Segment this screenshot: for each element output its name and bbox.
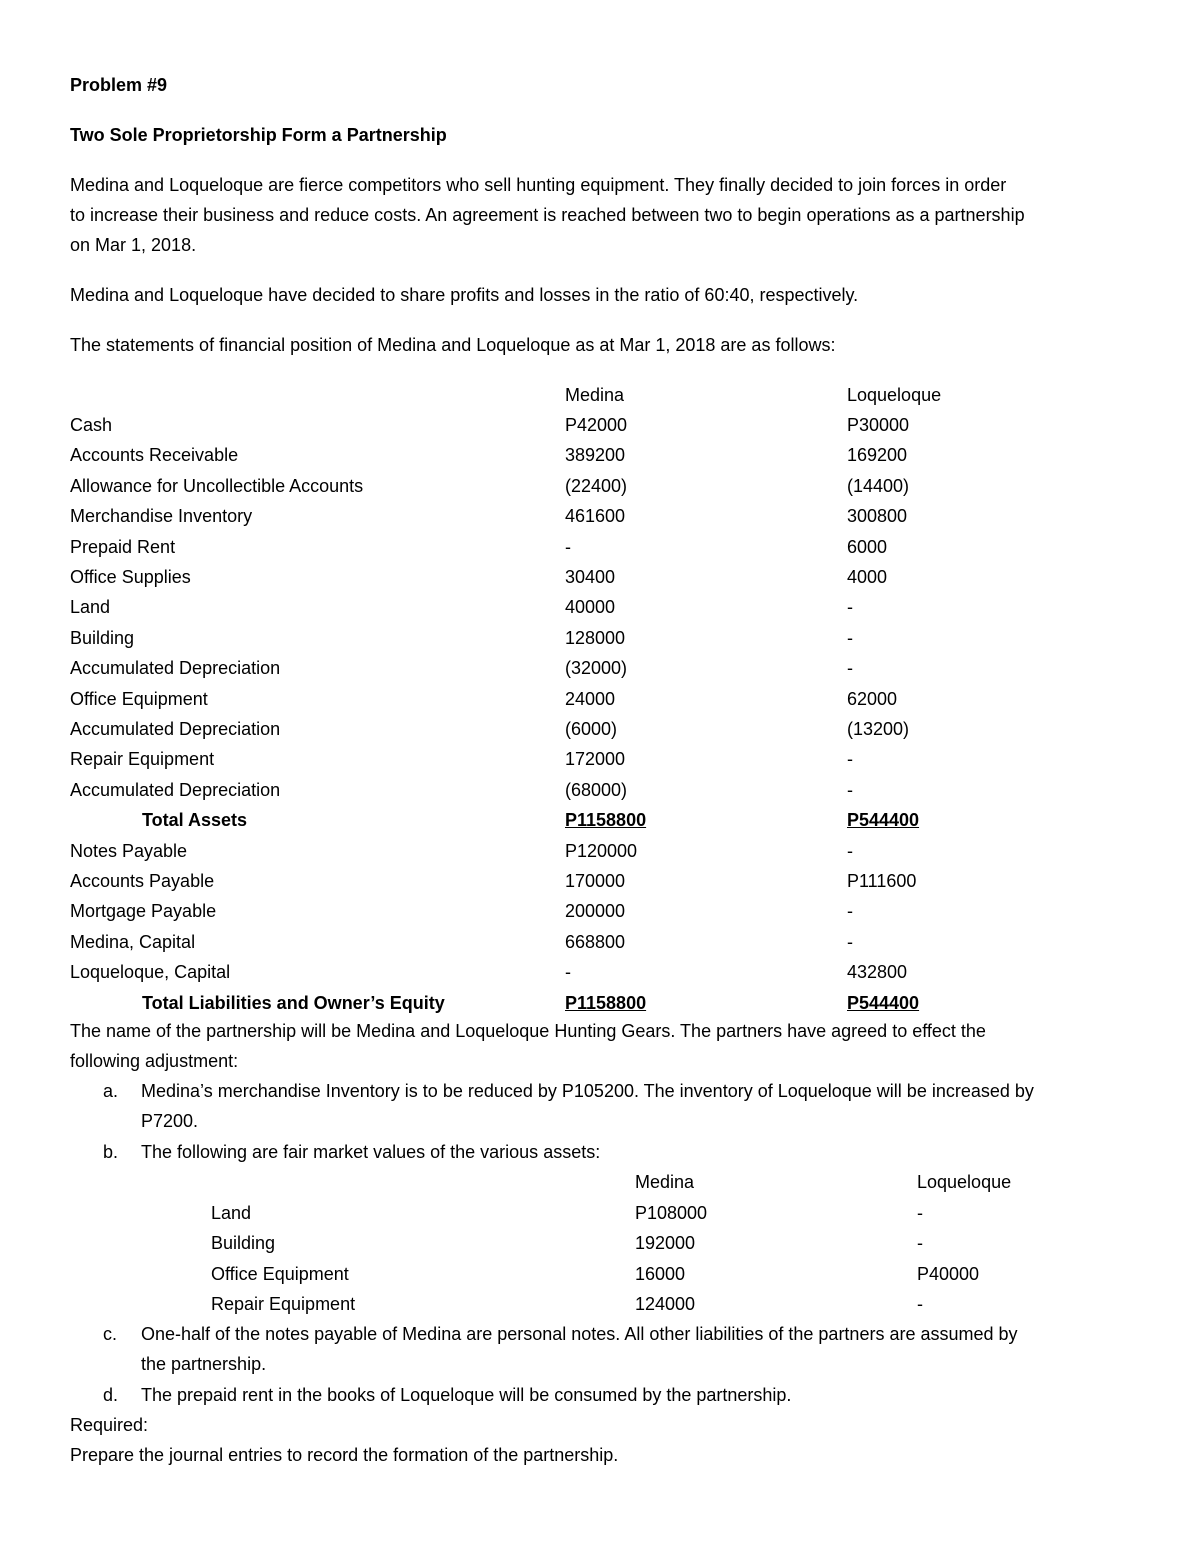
fmv-label: Repair Equipment (211, 1293, 356, 1314)
loqueloque-value: P544400 (847, 810, 920, 831)
statement-row (70, 748, 1130, 772)
row-label: Accumulated Depreciation (70, 658, 281, 679)
row-label: Prepaid Rent (70, 536, 176, 557)
row-label: Merchandise Inventory (70, 506, 253, 527)
medina-value: 172000 (565, 749, 626, 770)
loqueloque-value: 432800 (847, 962, 908, 983)
fmv-loqueloque-value: P40000 (917, 1263, 980, 1284)
loqueloque-value: P30000 (847, 415, 910, 435)
fmv-medina-value: 124000 (635, 1293, 696, 1314)
row-label: Building (70, 627, 135, 648)
problem-subheading: Two Sole Proprietorship Form a Partnership (70, 125, 447, 145)
row-label: Accumulated Depreciation (70, 779, 281, 800)
list-marker-b: b. (103, 1142, 119, 1162)
adjustment-b-line-1: The following are fair market values of the various assets: (141, 1142, 601, 1162)
medina-value: 461600 (565, 506, 626, 527)
required-text: Prepare the journal entries to record the formation of the partnership. (70, 1445, 619, 1465)
fmv-col-header-loqueloque: Loqueloque (917, 1172, 1012, 1192)
medina-value: (6000) (565, 719, 618, 739)
row-label: Total Liabilities and Owner’s Equity (142, 992, 445, 1013)
row-label: Land (70, 597, 111, 618)
problem-heading: Problem #9 (70, 75, 168, 95)
fmv-medina-value: 16000 (635, 1263, 686, 1284)
statement-row (70, 596, 1130, 620)
fmv-label: Building (211, 1233, 276, 1254)
medina-value: (68000) (565, 779, 628, 800)
loqueloque-value: - (847, 658, 853, 679)
statement-row (70, 657, 1130, 681)
statement-row (70, 718, 1130, 742)
medina-value: 40000 (565, 597, 616, 618)
fmv-label: Office Equipment (211, 1263, 349, 1284)
statement-header-row (70, 384, 1130, 408)
loqueloque-value: 6000 (847, 536, 888, 557)
row-label: Mortgage Payable (70, 901, 217, 922)
statement-row (70, 870, 1130, 894)
loqueloque-value: - (847, 931, 853, 952)
profit-sharing-text: Medina and Loqueloque have decided to share profits and losses in the ratio of 60:40, respectively. (70, 285, 859, 305)
medina-value: 128000 (565, 627, 626, 648)
loqueloque-value: - (847, 597, 853, 618)
loqueloque-value: - (847, 840, 853, 861)
medina-value: P42000 (565, 415, 628, 435)
medina-value: P120000 (565, 840, 638, 861)
loqueloque-value: 169200 (847, 445, 908, 466)
row-label: Accumulated Depreciation (70, 719, 281, 739)
statement-row (70, 779, 1130, 803)
required-label: Required: (70, 1415, 149, 1435)
medina-value: P1158800 (565, 810, 647, 831)
statement-row (70, 536, 1130, 560)
partnership-name-line-2: following adjustment: (70, 1051, 239, 1071)
statement-row (70, 688, 1130, 712)
row-label: Notes Payable (70, 840, 188, 861)
statement-total-row (70, 992, 1130, 1016)
fmv-row (70, 1232, 1130, 1256)
adjustment-a-line-2: P7200. (141, 1111, 199, 1131)
loqueloque-value: - (847, 627, 853, 648)
list-marker-d: d. (103, 1385, 119, 1405)
adjustment-c-line-1: One-half of the notes payable of Medina are personal notes. All other liabilities of the partners are assumed by (141, 1324, 1018, 1344)
row-label: Office Supplies (70, 567, 191, 587)
statement-row (70, 566, 1130, 590)
statement-row (70, 505, 1130, 529)
fmv-col-header-medina: Medina (635, 1172, 695, 1192)
adjustment-a-line-1: Medina’s merchandise Inventory is to be reduced by P105200. The inventory of Loqueloque will be increased by (141, 1081, 1034, 1101)
fmv-medina-value: P108000 (635, 1203, 708, 1223)
col-header-loqueloque: Loqueloque (847, 385, 942, 405)
row-label: Total Assets (142, 810, 248, 831)
loqueloque-value: P111600 (847, 871, 917, 891)
statement-row (70, 931, 1130, 955)
medina-value: - (565, 962, 571, 983)
statement-row (70, 475, 1130, 499)
statement-intro-text: The statements of financial position of Medina and Loqueloque as at Mar 1, 2018 are as follows: (70, 335, 836, 355)
loqueloque-value: - (847, 901, 853, 922)
row-label: Medina, Capital (70, 931, 196, 952)
medina-value: 668800 (565, 931, 626, 952)
statement-row (70, 961, 1130, 985)
statement-row (70, 900, 1130, 924)
intro-line-1: Medina and Loqueloque are fierce competitors who sell hunting equipment. They finally decided to join forces in order (70, 175, 1007, 195)
adjustment-c-line-2: the partnership. (141, 1354, 267, 1374)
partnership-name-line-1: The name of the partnership will be Medina and Loqueloque Hunting Gears. The partners have agreed to effect the (70, 1021, 986, 1041)
fmv-label: Land (211, 1203, 252, 1223)
row-label: Accounts Payable (70, 871, 215, 891)
intro-line-3: on Mar 1, 2018. (70, 235, 197, 255)
fmv-loqueloque-value: - (917, 1203, 923, 1223)
fmv-row (70, 1263, 1130, 1287)
loqueloque-value: P544400 (847, 992, 920, 1013)
loqueloque-value: - (847, 749, 853, 770)
list-marker-a: a. (103, 1081, 119, 1101)
medina-value: 24000 (565, 688, 616, 709)
statement-row (70, 414, 1130, 438)
medina-value: P1158800 (565, 992, 647, 1013)
list-marker-c: c. (103, 1324, 118, 1344)
row-label: Repair Equipment (70, 749, 215, 770)
fmv-medina-value: 192000 (635, 1233, 696, 1254)
statement-row (70, 444, 1130, 468)
fmv-row (70, 1202, 1130, 1226)
row-label: Cash (70, 415, 113, 435)
fmv-loqueloque-value: - (917, 1293, 923, 1314)
medina-value: 200000 (565, 901, 626, 922)
row-label: Allowance for Uncollectible Accounts (70, 475, 364, 496)
loqueloque-value: 300800 (847, 506, 908, 527)
statement-total-row (70, 809, 1130, 833)
medina-value: 170000 (565, 871, 626, 891)
medina-value: (32000) (565, 658, 628, 679)
loqueloque-value: (14400) (847, 475, 910, 496)
adjustment-d-line-1: The prepaid rent in the books of Loqueloque will be consumed by the partnership. (141, 1385, 792, 1405)
loqueloque-value: 4000 (847, 567, 888, 587)
col-header-medina: Medina (565, 385, 625, 405)
loqueloque-value: 62000 (847, 688, 898, 709)
medina-value: (22400) (565, 475, 628, 496)
fmv-header-row (70, 1171, 1130, 1195)
intro-line-2: to increase their business and reduce costs. An agreement is reached between two to begin operations as a partnership (70, 205, 1025, 225)
loqueloque-value: - (847, 779, 853, 800)
row-label: Office Equipment (70, 688, 208, 709)
statement-row (70, 627, 1130, 651)
medina-value: - (565, 536, 571, 557)
loqueloque-value: (13200) (847, 719, 910, 739)
medina-value: 389200 (565, 445, 626, 466)
row-label: Accounts Receivable (70, 445, 239, 466)
statement-row (70, 840, 1130, 864)
fmv-row (70, 1293, 1130, 1317)
medina-value: 30400 (565, 567, 616, 587)
fmv-loqueloque-value: - (917, 1233, 923, 1254)
row-label: Loqueloque, Capital (70, 962, 231, 983)
